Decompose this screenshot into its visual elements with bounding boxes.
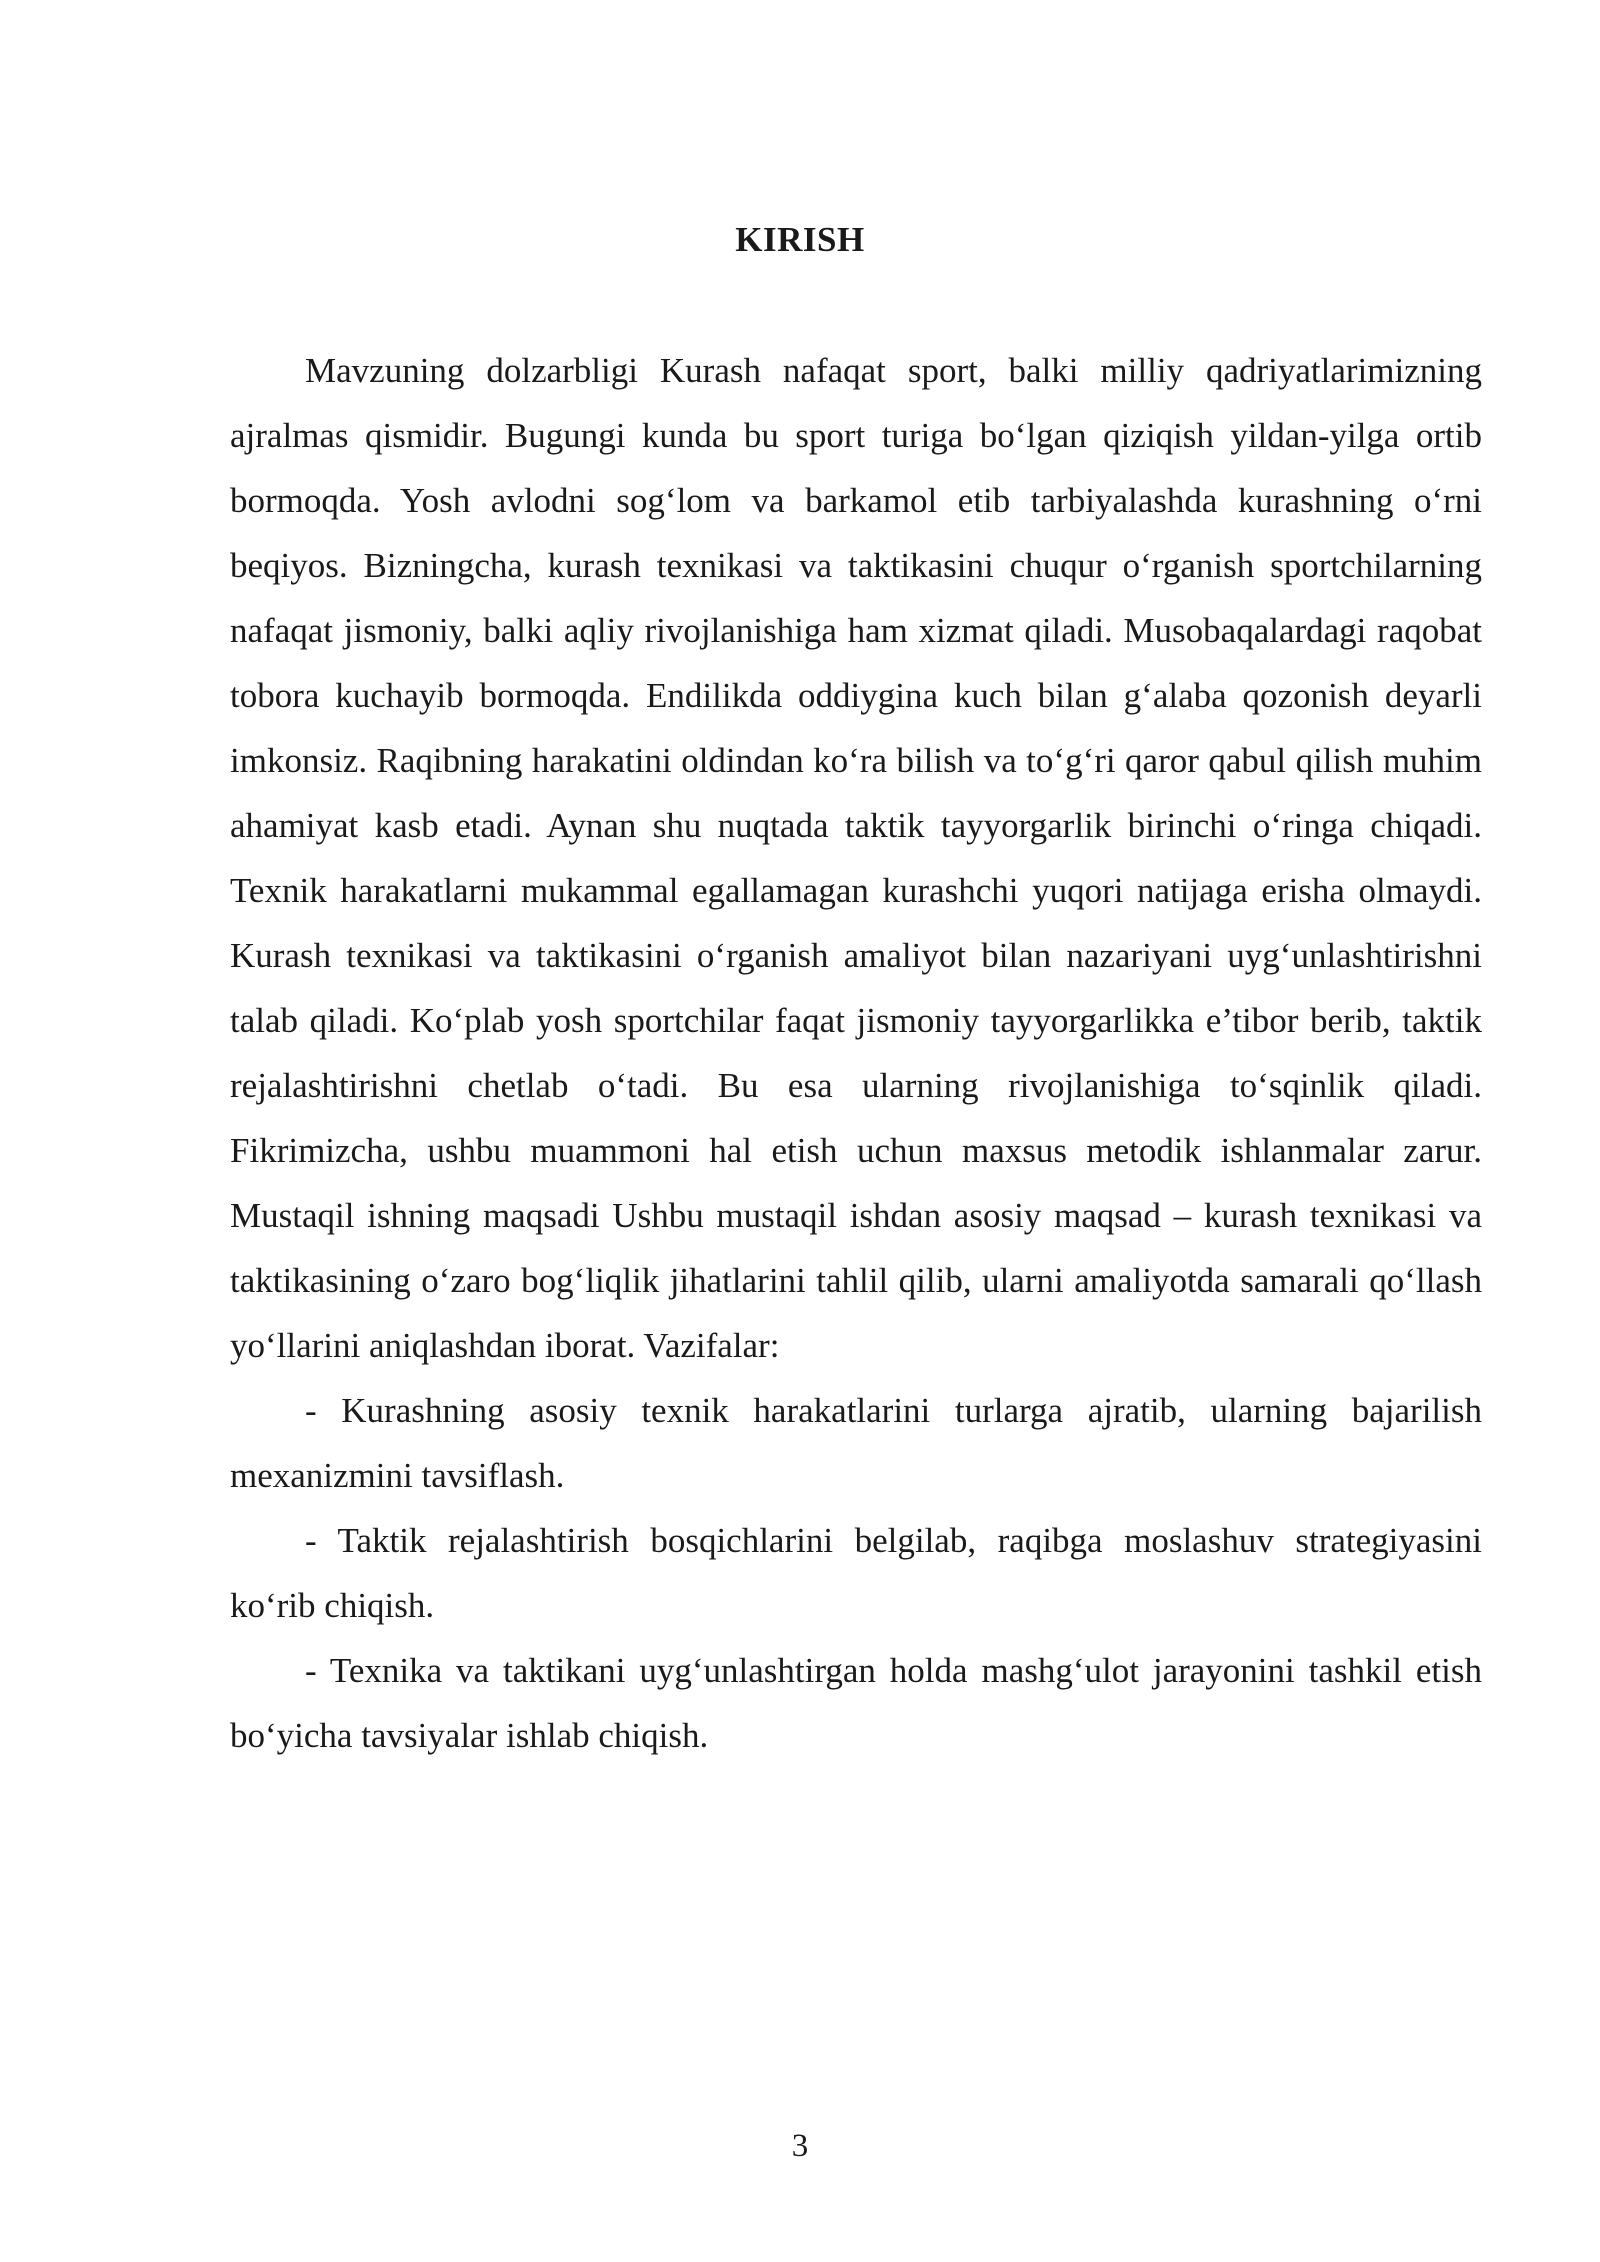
task-item-3: - Texnika va taktikani uyg‘unlashtirgan holda mashg‘ulot jarayonini tashkil etish bo‘yicha tavsiyalar ishlab chiqish. — [230, 1651, 1482, 1755]
page-number: 3 — [791, 2128, 809, 2164]
page-title: KIRISH — [735, 220, 865, 259]
paragraph-intro: Mavzuning dolzarbligi Kurash nafaqat sport, balki milliy qadriyatlarimizning ajralmas qismidir. Bugungi kunda bu sport turiga bo‘lgan qiziqish yildan-yilga ortib bormoqda. Yosh avlodni sog‘lom va barkamol etib tarbiyalashda kurashning o‘rni beqiyos. Bizningcha, kurash texnikasi va taktikasini chuqur o‘rganish sportchilarning nafaqat jismoniy, balki aqliy rivojlanishiga ham xizmat qiladi. Musobaqalardagi raqobat tobora kuchayib bormoqda. Endilikda oddiygina kuch bilan g‘alaba qozonish deyarli imkonsiz. Raqibning harakatini oldindan ko‘ra bilish va to‘g‘ri qaror qabul qilish muhim ahamiyat kasb etadi. Aynan shu nuqtada taktik tayyorgarlik birinchi o‘ringa chiqadi. Texnik harakatlarni mukammal egallamagan kurashchi yuqori natijaga erisha olmaydi. Kurash texnikasi va taktikasini o‘rganish amaliyot bilan nazariyani uyg‘unlashtirishni talab qiladi. Ko‘plab yosh sportchilar faqat jismoniy tayyorgarlikka e’tibor berib, taktik rejalashtirishni chetlab o‘tadi. Bu esa ularning rivojlanishiga to‘sqinlik qiladi. Fikrimizcha, ushbu muammoni hal etish uchun maxsus metodik ishlanmalar zarur. Mustaqil ishning maqsadi Ushbu mustaqil ishdan asosiy maqsad – kurash texnikasi va taktikasining o‘zaro bog‘liqlik jihatlarini tahlil qilib, ularni amaliyotda samarali qo‘llash yo‘llarini aniqlashdan iborat. Vazifalar: — [230, 351, 1482, 1365]
task-item-2: - Taktik rejalashtirish bosqichlarini belgilab, raqibga moslashuv strategiyasini ko‘rib chiqish. — [230, 1521, 1482, 1625]
task-item-1: - Kurashning asosiy texnik harakatlarini turlarga ajratib, ularning bajarilish mexanizmini tavsiflash. — [230, 1391, 1482, 1495]
document-body — [230, 338, 1482, 1768]
